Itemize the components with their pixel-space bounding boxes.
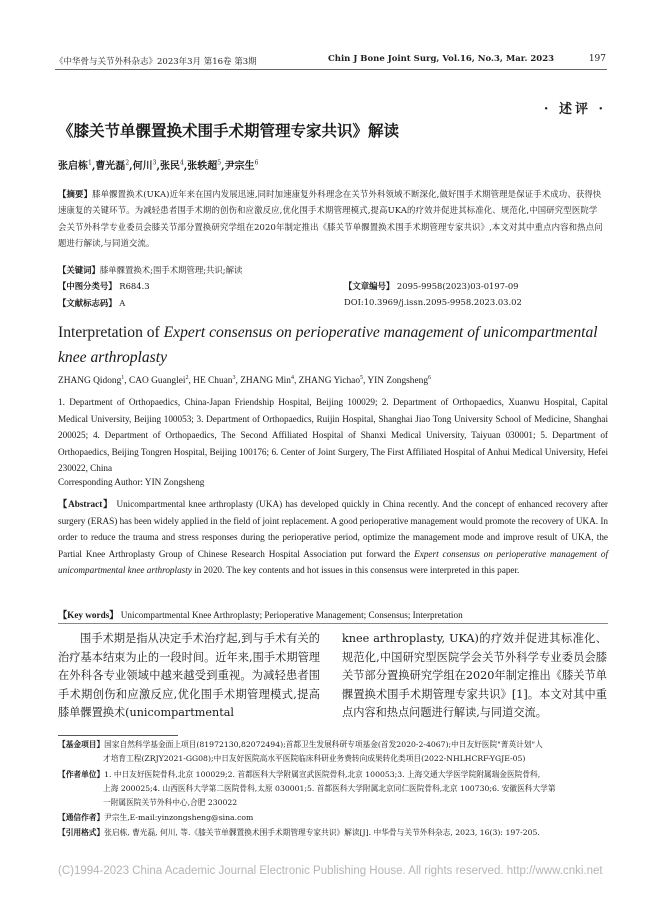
doc-code-label: 【文献标志码】 <box>58 298 117 308</box>
abstract-label: 【摘要】 <box>58 189 93 199</box>
cite-text: 张启栋, 曹光磊, 何川, 等.《膝关节单髁置换术围手术期管理专家共识》解读[J]. 中华骨与关节外科杂志, 2023, 16(3): 197-205. <box>104 828 540 837</box>
chinese-author-name: 曹光磊 <box>95 161 126 172</box>
chinese-author-affiliation-mark: 1 <box>88 159 92 167</box>
english-author-name: YIN Zongsheng <box>367 376 429 387</box>
clc-number <box>58 280 150 292</box>
english-abstract-italic: Expert consensus on perioperative management of unicompartmental knee arthroplasty <box>58 548 608 576</box>
footnote-author-units <box>58 768 608 810</box>
chinese-title: 《膝关节单髁置换术围手术期管理专家共识》解读 <box>58 121 400 140</box>
english-author-name: ZHANG Min <box>240 376 291 387</box>
footnote-corresponding <box>58 811 608 825</box>
english-author-name: CAO Guanglei <box>128 376 186 387</box>
english-author-affiliation-mark: 6 <box>428 375 432 381</box>
chinese-author-affiliation-mark: 6 <box>254 159 259 167</box>
author-units-line-2: 上海 200025;4. 山西医科大学第二医院骨科,太原 030001;5. 首都医科大学附属北京同仁医院骨科,北京 100730;6. 安徽医科大学第 <box>103 784 556 793</box>
clc-label: 【中图分类号】 <box>58 281 117 291</box>
english-abstract-label: 【Abstract】 <box>58 499 114 509</box>
doi[interactable]: DOI:10.3969/j.issn.2095-9958.2023.03.02 <box>344 297 522 307</box>
author-units-line-1: 1. 中日友好医院骨科,北京 100029;2. 首都医科大学附属宣武医院骨科,北京 100053;3. 上海交通大学医学院附属瑞金医院骨科, <box>104 770 541 779</box>
copyright-footer: (C)1994-2023 China Academic Journal Electronic Publishing House. All rights reserved. http://www.cnki.net <box>58 865 603 877</box>
body-column-right: knee arthroplasty, UKA)的疗效并促进其标准化、规范化,中国研究型医院学会关节外科学专业委员会膝关节部分置换研究学组在2020年制定推出《膝关节单髁置换术围手术期管理专家共识》[1]。本文对其中重点内容和热点问题进行解读,与同道交流。 <box>342 632 607 720</box>
chinese-author-name: 张启栋 <box>58 161 88 172</box>
chinese-author-name: 尹宗生 <box>224 161 255 172</box>
fund-line-1: 国家自然科学基金面上项目(81972130,82072494);首都卫生发展科研专项基金(首发2020-2-4067);中日友好医院"菁英计划"人 <box>104 740 543 749</box>
english-author-affiliation-mark: 4 <box>290 375 294 381</box>
column-tag: · 述评 · <box>543 102 606 117</box>
footnote-citation <box>58 826 608 840</box>
header-divider <box>55 69 607 70</box>
english-author-name: ZHANG Qidong <box>58 376 122 387</box>
english-keywords-text: Unicompartmental Knee Arthroplasty; Perioperative Management; Consensus; Interpretation <box>118 610 463 620</box>
author-units-line-3: 一附属医院关节外科中心,合肥 230022 <box>103 798 238 807</box>
english-author-list: ZHANG Qidong$^1$, CAO Guanglei$^2$, HE Chuan$^3$, ZHANG Min$^4$, ZHANG Yichao$^5$, YIN Zongsheng$^6$ <box>58 375 432 387</box>
abstract-text: 膝单髁置换术(UKA)近年来在国内发展迅速,同时加速康复外科理念在关节外科领域不断深化,做好围手术期管理是保证手术成功、获得快速康复的关键环节。为减轻患者围手术期的创伤和应激反应,优化围手术期管理模式,提高UKA的疗效并促进其标准化、规范化,中国研究型医院学会关节外科学专业委员会膝关节部分置换研究学组在2020年制定推出《膝关节单髁置换术围手术期管理专家共识》,本文对其中重点内容和热点问题进行解读,与同道交流。 <box>58 189 603 248</box>
cite-label: 【引用格式】 <box>58 828 105 837</box>
english-abstract-part1: Unicompartmental knee arthroplasty (UKA) has developed quickly in China recently. And the concept of enhanced recovery after surgery (ERAS) has been widely applied in the field of joint replacement. A good perioperative management would promote the recovery of UKA. In order to reduce the trauma and stress responses during the perioperative period, optimize the management mode and improve result of UKA, the Partial Knee Arthroplasty Group of Chinese Research Hospital Association put forward the <box>58 499 608 559</box>
chinese-author-name: 张轶超 <box>187 161 218 172</box>
keywords-label: 【关键词】 <box>58 265 100 275</box>
english-keywords-label: 【Key words】 <box>58 610 119 620</box>
author-units-label: 【作者单位】 <box>58 770 105 779</box>
section-divider <box>58 623 608 624</box>
journal-header-cn: 《中华骨与关节外科杂志》2023年3月 第16卷 第3期 <box>55 57 257 67</box>
english-author-affiliation-mark: 3 <box>232 375 236 381</box>
footnote-fund <box>58 738 608 766</box>
english-abstract <box>58 496 608 579</box>
english-title-prefix: Interpretation of <box>58 324 164 341</box>
corr-text: 尹宗生,E-mail:yinzongsheng@sina.com <box>104 813 254 822</box>
english-author-name: HE Chuan <box>193 376 233 387</box>
english-keywords <box>58 607 463 621</box>
english-author-affiliation-mark: 1 <box>121 375 125 381</box>
body-column-left <box>58 630 320 723</box>
keywords-text: 膝单髁置换术;围手术期管理;共识;解读 <box>99 265 243 275</box>
english-author-affiliation-mark: 5 <box>360 375 364 381</box>
clc-value: R684.3 <box>119 281 150 291</box>
chinese-abstract <box>58 186 604 251</box>
english-title <box>58 320 610 370</box>
chinese-keywords <box>58 264 242 276</box>
chinese-author-list: 张启栋$^1$,曹光磊$^2$,何川$^3$,张民$^4$,张轶超$^5$,尹宗生$^6$ <box>58 159 259 172</box>
corr-label: 【通信作者】 <box>58 813 105 822</box>
document-code <box>58 297 125 309</box>
chinese-author-affiliation-mark: 5 <box>217 159 222 167</box>
english-author-name: ZHANG Yichao <box>298 376 361 387</box>
chinese-author-name: 何川 <box>132 161 153 172</box>
chinese-author-name: 张民 <box>159 161 180 172</box>
article-no-label: 【文章编号】 <box>344 281 395 291</box>
fund-label: 【基金项目】 <box>58 740 105 749</box>
english-title-italic: Expert consensus on perioperative management of unicompartmental knee arthroplasty <box>58 324 598 366</box>
chinese-author-affiliation-mark: 2 <box>125 159 130 167</box>
english-abstract-part2: in 2020. The key contents and hot issues in this consensus were interpreted in this paper. <box>191 565 520 576</box>
body-left-text: 围手术期是指从决定手术治疗起,到与手术有关的治疗基本结束为止的一段时间。近年来,围手术期管理在外科各专业领域中越来越受到重视。为减轻患者围手术期创伤和应激反应,优化围手术期管理模式,提高膝单髁置换术(unicompartmental <box>58 632 320 720</box>
footnote-divider <box>58 735 178 736</box>
page-number: 197 <box>588 54 606 64</box>
fund-line-2: 才培育工程(ZRJY2021-GG08);中日友好医院高水平医院临床科研业务费转向成果转化类项目(2022-NHLHCRF-YGJE-05) <box>103 754 526 763</box>
article-number <box>344 280 519 292</box>
article-no-value: 2095-9958(2023)03-0197-09 <box>396 281 519 291</box>
chinese-author-affiliation-mark: 4 <box>179 159 184 167</box>
english-author-affiliation-mark: 2 <box>185 375 189 381</box>
english-affiliations: 1. Department of Orthopaedics, China-Japan Friendship Hospital, Beijing 100029; 2. Department of Orthopaedics, Xuanwu Hospital, Capital Medical University, Beijing 100053; 3. Department of Orthopaedics, Ruijin Hospital, Shanghai Jiao Tong University School of Medicine, Shanghai 200025; 4. Department of Orthopaedics, The Second Affiliated Hospital of Shanxi Medical University, Taiyuan 030001; 5. Department of Orthopaedics, Beijing Tongren Hospital, Beijing 100176; 6. Center of Joint Surgery, The First Affiliated Hospital of Anhui Medical University, Hefei 230022, China <box>58 397 608 474</box>
journal-header-en: Chin J Bone Joint Surg, Vol.16, No.3, Mar. 2023 <box>328 54 555 64</box>
doc-code-value: A <box>119 298 126 308</box>
chinese-author-affiliation-mark: 3 <box>152 159 157 167</box>
corresponding-author: Corresponding Author: YIN Zongsheng <box>58 477 205 487</box>
